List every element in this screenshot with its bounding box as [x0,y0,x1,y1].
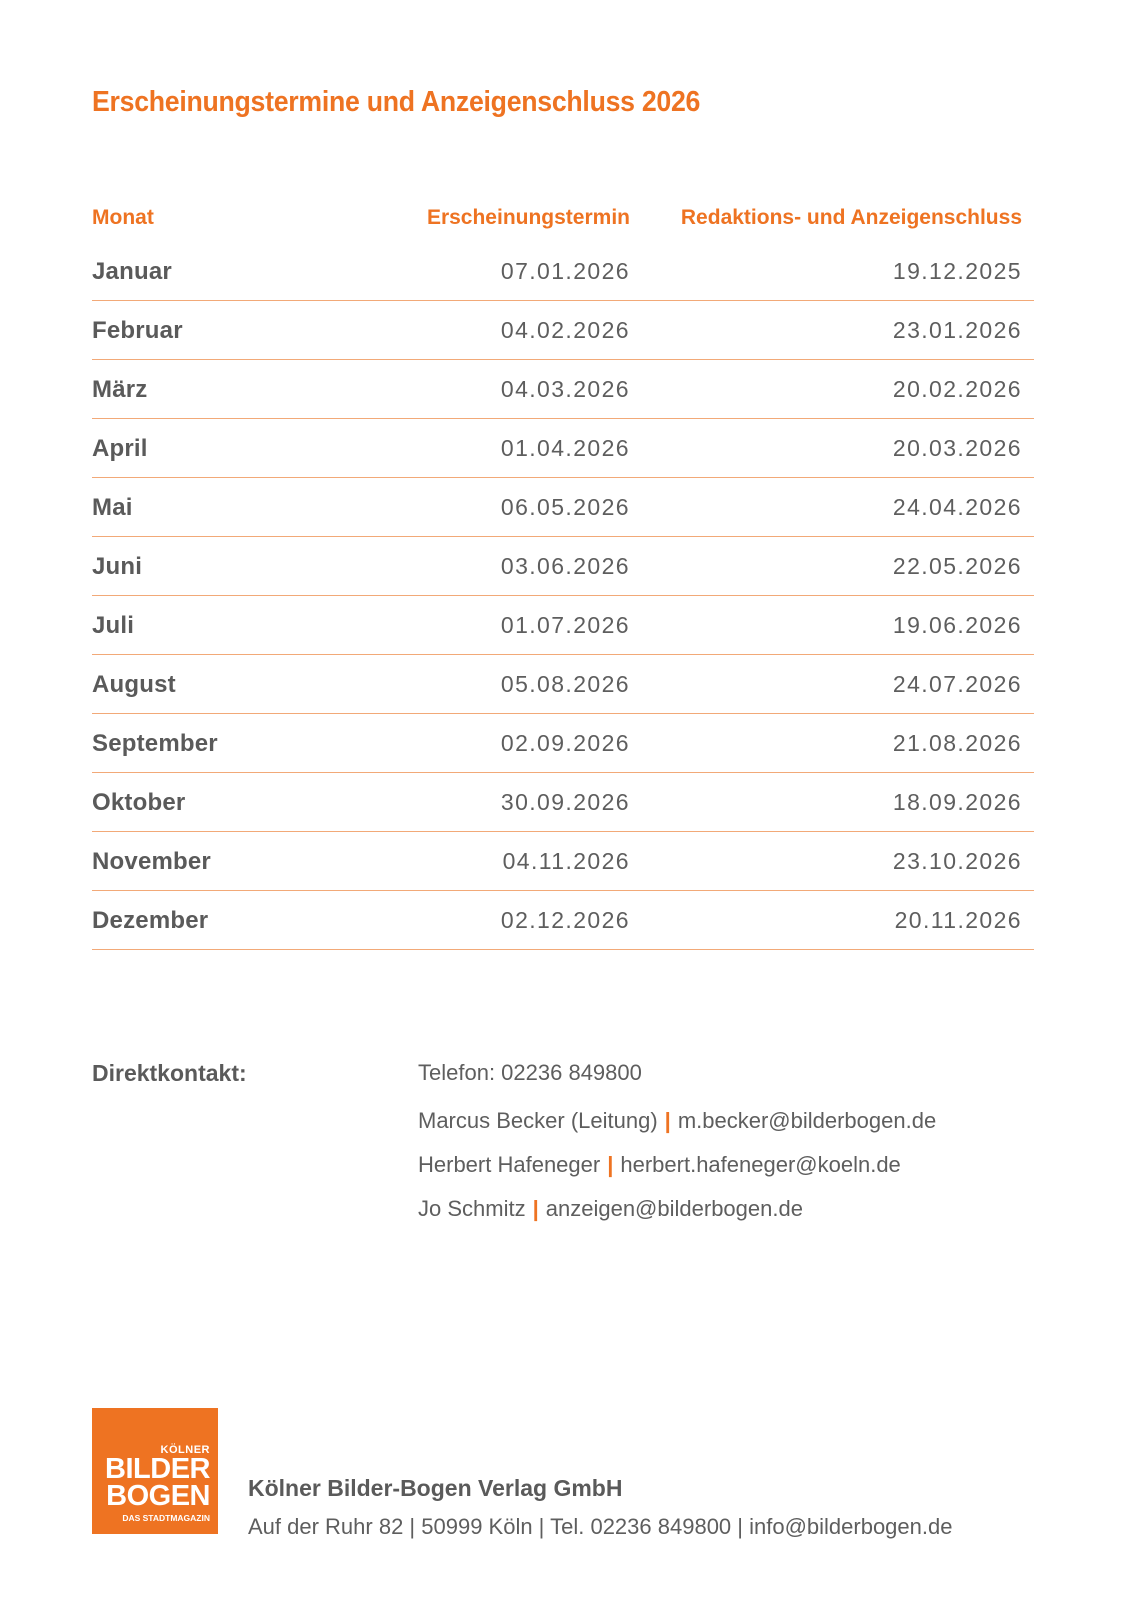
deadline-cell: 20.11.2026 [894,907,1022,933]
contact-person-name: Jo Schmitz [418,1196,526,1221]
contact-phone: Telefon: 02236 849800 [418,1060,642,1085]
deadline-cell: 23.10.2026 [892,848,1022,874]
table-row [92,478,1034,537]
publication-date-cell: 01.04.2026 [500,435,630,461]
table-row [92,832,1034,891]
deadline-cell: 24.07.2026 [892,671,1022,697]
contact-person [418,1108,936,1152]
deadline-cell: 22.05.2026 [892,553,1022,579]
contact-person [418,1196,936,1240]
month-cell: Juni [92,553,143,580]
logo-line-tagline: DAS STADTMAGAZIN [122,1513,210,1523]
contact-person-name: Herbert Hafeneger [418,1152,601,1177]
publication-date-cell: 03.06.2026 [500,553,630,579]
publication-date-cell: 07.01.2026 [500,258,630,284]
month-cell: März [92,376,148,403]
contact-person-email[interactable]: anzeigen@bilderbogen.de [545,1196,803,1221]
logo-line-bogen: BOGEN [106,1480,210,1512]
contact-person-name: Marcus Becker (Leitung) [418,1108,658,1133]
month-cell: Mai [92,494,133,521]
publication-date-cell: 02.12.2026 [500,907,630,933]
publication-date-cell: 04.03.2026 [500,376,630,402]
page-title: Erscheinungstermine und Anzeigenschluss 2026 [92,86,701,118]
header-month: Monat [92,206,154,229]
table-row [92,360,1034,419]
contact-block [418,1060,936,1240]
deadline-cell: 23.01.2026 [892,317,1022,343]
month-cell: Juli [92,612,135,639]
month-cell: April [92,435,148,462]
logo-line-bilder: BILDER [105,1453,210,1485]
deadline-cell: 24.04.2026 [892,494,1022,520]
contact-label: Direktkontakt: [92,1060,247,1086]
deadline-cell: 20.02.2026 [892,376,1022,402]
schedule-table [92,198,1034,950]
month-cell: September [92,730,218,757]
deadline-cell: 19.06.2026 [892,612,1022,638]
month-cell: Dezember [92,907,209,934]
month-cell: Februar [92,317,183,344]
logo-line-koelner: KÖLNER [160,1444,210,1456]
publication-date-cell: 30.09.2026 [500,789,630,815]
month-cell: August [92,671,176,698]
deadline-cell: 19.12.2025 [892,258,1022,284]
publication-date-cell: 04.11.2026 [502,848,630,874]
table-row [92,655,1034,714]
contact-people [418,1108,936,1240]
month-cell: Januar [92,258,172,285]
table-row [92,242,1034,301]
separator-bar: | [532,1196,539,1221]
deadline-cell: 21.08.2026 [892,730,1022,756]
table-body [92,242,1034,950]
contact-person-email[interactable]: herbert.hafeneger@koeln.de [620,1152,901,1177]
publication-date-cell: 01.07.2026 [500,612,630,638]
footer-address: Auf der Ruhr 82 | 50999 Köln | Tel. 02236 849800 | info@bilderbogen.de [248,1514,953,1539]
deadline-cell: 20.03.2026 [892,435,1022,461]
month-cell: Oktober [92,789,186,816]
header-deadline: Redaktions- und Anzeigenschluss [680,206,1022,229]
table-row [92,419,1034,478]
table-row [92,301,1034,360]
month-cell: November [92,848,211,875]
table-row [92,596,1034,655]
table-row [92,537,1034,596]
publication-date-cell: 05.08.2026 [500,671,630,697]
footer-company-name: Kölner Bilder-Bogen Verlag GmbH [248,1475,623,1501]
publication-date-cell: 04.02.2026 [500,317,630,343]
separator-bar: | [664,1108,671,1133]
table-row [92,714,1034,773]
publication-date-cell: 06.05.2026 [500,494,630,520]
deadline-cell: 18.09.2026 [892,789,1022,815]
separator-bar: | [607,1152,614,1177]
brand-logo [92,1408,218,1534]
table-row [92,773,1034,832]
table-row [92,891,1034,950]
publication-date-cell: 02.09.2026 [500,730,630,756]
contact-person [418,1152,936,1196]
contact-person-email[interactable]: m.becker@bilderbogen.de [677,1108,937,1133]
table-header [92,198,1034,242]
header-publication-date: Erscheinungstermin [426,206,630,229]
